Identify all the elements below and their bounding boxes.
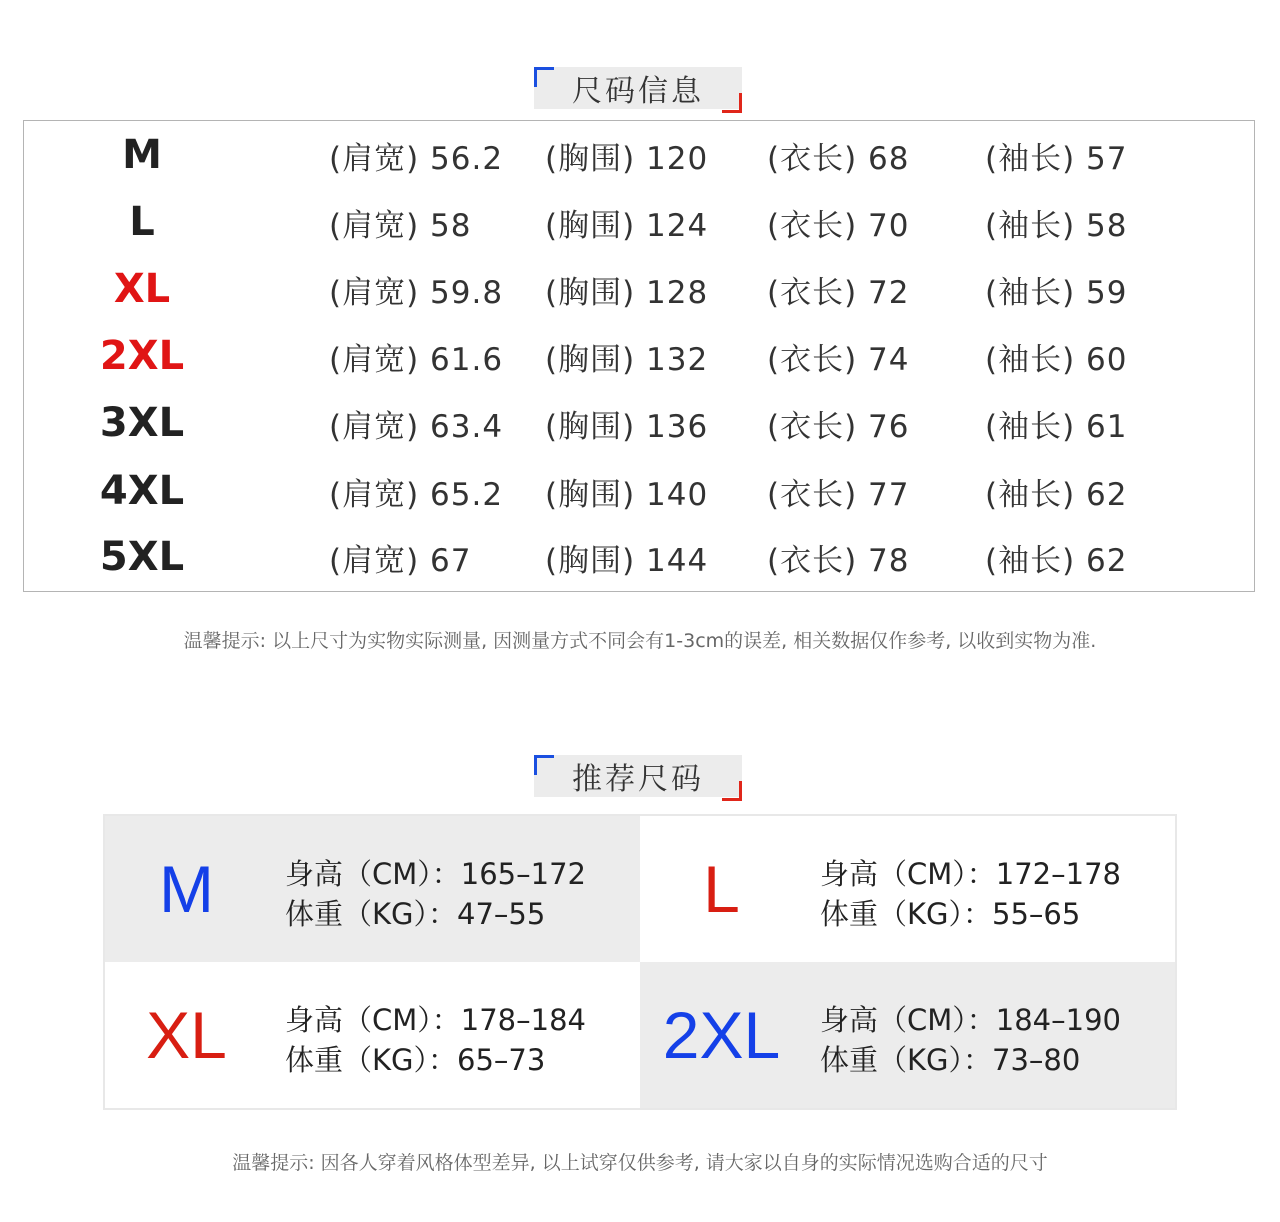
length-value: (衣长) 68 <box>767 140 910 177</box>
length-value: (衣长) 72 <box>767 274 910 311</box>
recommend-title: 推荐尺码 <box>572 762 704 797</box>
corner-bracket-right <box>722 93 742 113</box>
size-table <box>23 120 1255 592</box>
sleeve-value: (袖长) 57 <box>985 140 1128 177</box>
shoulder-value: (肩宽) 61.6 <box>329 341 504 378</box>
weight-range: 体重（KG）：65–73 <box>285 1043 546 1077</box>
recommend-note: 温馨提示: 因各人穿着风格体型差异, 以上试穿仅供参考, 请大家以自身的实际情况选购合适的尺寸 <box>232 1152 1048 1174</box>
recommend-specs <box>820 854 1121 934</box>
size-row-l <box>24 189 1254 255</box>
chest-value: (胸围) 120 <box>545 140 709 177</box>
length-value: (衣长) 70 <box>767 207 910 244</box>
size-info-heading <box>534 67 742 109</box>
shoulder-value: (肩宽) 59.8 <box>329 274 504 311</box>
size-row-4xl <box>24 458 1254 524</box>
shoulder-value: (肩宽) 63.4 <box>329 408 504 445</box>
weight-range: 体重（KG）：73–80 <box>820 1043 1081 1077</box>
size-label: M <box>122 132 162 178</box>
length-value: (衣长) 74 <box>767 341 910 378</box>
chest-value: (胸围) 136 <box>545 408 709 445</box>
recommend-grid <box>103 814 1177 1110</box>
length-value: (衣长) 78 <box>767 542 910 579</box>
sleeve-value: (袖长) 62 <box>985 542 1128 579</box>
size-info-title: 尺码信息 <box>572 74 704 109</box>
chest-value: (胸围) 132 <box>545 341 709 378</box>
size-label: 2XL <box>99 333 185 379</box>
corner-bracket-right <box>722 781 742 801</box>
recommend-card-2xl <box>640 962 1175 1108</box>
size-row-m <box>24 122 1254 188</box>
sleeve-value: (袖长) 58 <box>985 207 1128 244</box>
height-range: 身高（CM）：165–172 <box>285 857 586 891</box>
size-info-note: 温馨提示: 以上尺寸为实物实际测量, 因测量方式不同会有1-3cm的误差, 相关数据仅作参考, 以收到实物为准. <box>183 630 1097 652</box>
recommend-card-l <box>640 816 1175 962</box>
recommend-specs <box>285 1000 586 1080</box>
sleeve-value: (袖长) 60 <box>985 341 1128 378</box>
shoulder-value: (肩宽) 67 <box>329 542 472 579</box>
height-range: 身高（CM）：178–184 <box>285 1003 586 1037</box>
size-label: L <box>129 199 155 245</box>
shoulder-value: (肩宽) 56.2 <box>329 140 504 177</box>
height-range: 身高（CM）：172–178 <box>820 857 1121 891</box>
shoulder-value: (肩宽) 58 <box>329 207 472 244</box>
chest-value: (胸围) 144 <box>545 542 709 579</box>
recommend-specs <box>820 1000 1121 1080</box>
height-range: 身高（CM）：184–190 <box>820 1003 1121 1037</box>
size-label: 3XL <box>99 400 185 446</box>
recommend-specs <box>285 854 586 934</box>
sleeve-value: (袖长) 62 <box>985 476 1128 513</box>
size-label: 5XL <box>99 534 185 580</box>
recommend-size: L <box>703 852 740 926</box>
sleeve-value: (袖长) 61 <box>985 408 1128 445</box>
size-label: XL <box>113 266 171 312</box>
size-row-2xl <box>24 323 1254 389</box>
chest-value: (胸围) 124 <box>545 207 709 244</box>
size-label: 4XL <box>99 468 185 514</box>
weight-range: 体重（KG）：47–55 <box>285 897 546 931</box>
shoulder-value: (肩宽) 65.2 <box>329 476 504 513</box>
size-row-xl <box>24 256 1254 322</box>
sleeve-value: (袖长) 59 <box>985 274 1128 311</box>
chest-value: (胸围) 128 <box>545 274 709 311</box>
recommend-size: M <box>159 852 214 926</box>
size-row-5xl <box>24 524 1254 590</box>
length-value: (衣长) 76 <box>767 408 910 445</box>
recommend-heading <box>534 755 742 797</box>
length-value: (衣长) 77 <box>767 476 910 513</box>
recommend-card-m <box>105 816 640 962</box>
chest-value: (胸围) 140 <box>545 476 709 513</box>
weight-range: 体重（KG）：55–65 <box>820 897 1081 931</box>
size-row-3xl <box>24 390 1254 456</box>
recommend-size: XL <box>146 998 227 1072</box>
recommend-size: 2XL <box>662 998 781 1072</box>
recommend-card-xl <box>105 962 640 1108</box>
